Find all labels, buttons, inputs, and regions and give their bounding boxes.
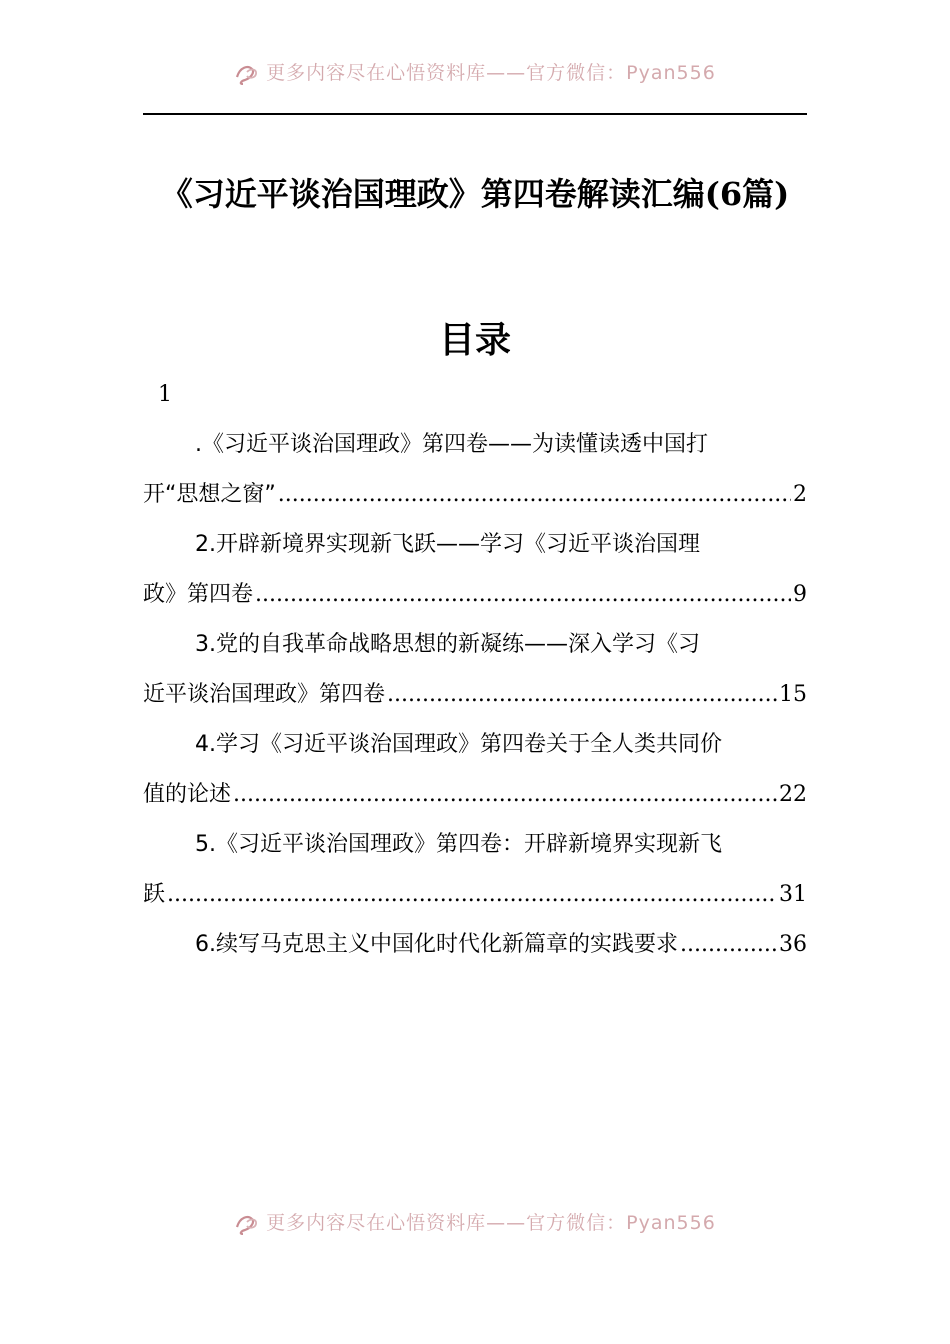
footer-watermark <box>0 1208 950 1235</box>
toc-entry-3[interactable] <box>143 620 807 720</box>
toc-page-number: 2 <box>793 482 807 507</box>
toc-page-number: 36 <box>779 932 807 957</box>
toc-entry-title-line2: 近平谈治国理政》第四卷 <box>143 682 386 707</box>
toc-entry-2[interactable] <box>143 520 807 620</box>
toc-dot-leader <box>278 470 791 520</box>
header-watermark <box>0 58 950 85</box>
toc-dot-leader <box>167 870 777 920</box>
toc-entry-title-line2: 值的论述 <box>143 782 232 807</box>
document-title: 《习近平谈治国理政》第四卷解读汇编(6篇) <box>160 175 790 213</box>
toc-heading: 目录 <box>438 319 511 361</box>
table-of-contents <box>143 420 807 970</box>
toc-dot-leader <box>255 570 791 620</box>
toc-page-number: 22 <box>779 782 807 807</box>
toc-entry-5[interactable] <box>143 820 807 920</box>
footer-watermark-text: 更多内容尽在心悟资料库——官方微信：Pyan556 <box>266 1212 716 1234</box>
toc-page-number: 15 <box>779 682 807 707</box>
header-watermark-text: 更多内容尽在心悟资料库——官方微信：Pyan556 <box>266 62 716 84</box>
toc-entry-6[interactable] <box>143 920 807 970</box>
toc-dot-leader <box>233 770 777 820</box>
toc-entry-title-line1: 2.开辟新境界实现新飞跃——学习《习近平谈治国理 <box>195 532 700 557</box>
toc-dot-leader <box>680 920 777 970</box>
toc-entry-title-line1: 4.学习《习近平谈治国理政》第四卷关于全人类共同价 <box>195 732 722 757</box>
stray-number: 1 <box>158 382 172 407</box>
toc-dot-leader <box>387 670 777 720</box>
brand-logo-icon <box>234 63 260 85</box>
toc-entry-title-line2: 跃 <box>143 882 166 907</box>
toc-entry-4[interactable] <box>143 720 807 820</box>
toc-entry-title-line1: 6.续写马克思主义中国化时代化新篇章的实践要求 <box>195 932 678 957</box>
toc-page-number: 9 <box>793 582 807 607</box>
toc-entry-title-line2: 开“思想之窗” <box>143 482 276 507</box>
brand-logo-icon <box>234 1213 260 1235</box>
toc-entry-title-line2: 政》第四卷 <box>143 582 254 607</box>
toc-entry-title-line1: 3.党的自我革命战略思想的新凝练——深入学习《习 <box>195 632 700 657</box>
toc-entry-title-line1: 5.《习近平谈治国理政》第四卷：开辟新境界实现新飞 <box>195 832 722 857</box>
header-rule <box>143 113 807 115</box>
toc-entry-title-line1: .《习近平谈治国理政》第四卷——为读懂读透中国打 <box>195 432 708 457</box>
toc-page-number: 31 <box>779 882 807 907</box>
toc-entry-1[interactable] <box>143 420 807 520</box>
